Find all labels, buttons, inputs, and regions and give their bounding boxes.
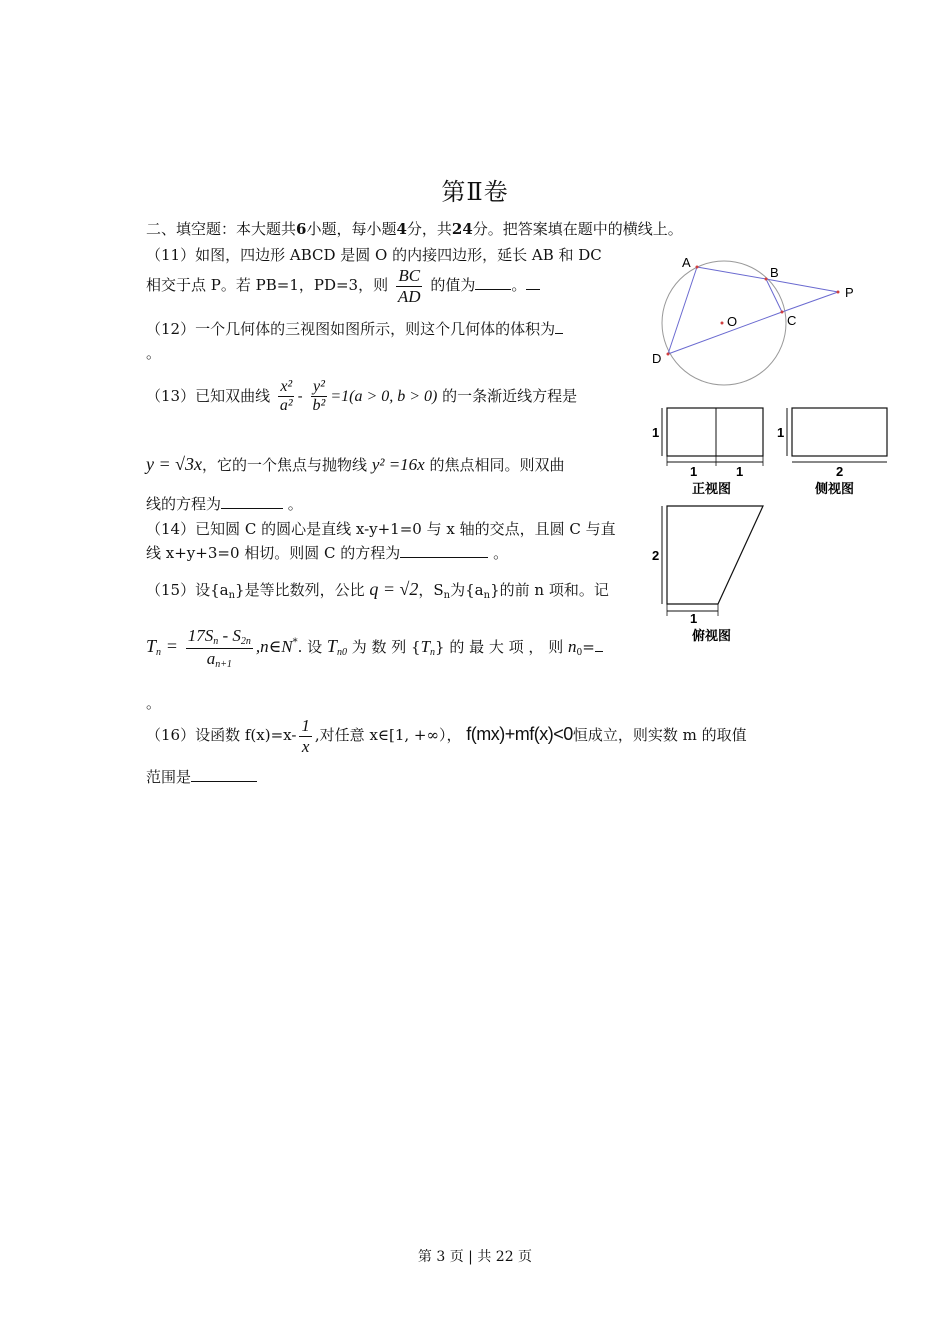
point-A xyxy=(696,266,699,269)
fraction-denominator: x xyxy=(301,736,310,756)
q11-line1: （11）如图，四边形 ABCD 是圆 O 的内接四边形，延长 AB 和 DC xyxy=(146,246,602,264)
q15-text: }是等比数列，公比 xyxy=(235,581,365,599)
q16-fraction xyxy=(299,716,312,756)
subscript: n0 xyxy=(336,647,347,658)
q11-answer-blank[interactable] xyxy=(475,289,511,290)
fraction-numerator: x² xyxy=(278,378,294,397)
q11-text: 相交于点 P。若 PB=1，PD=3，则 xyxy=(146,276,389,295)
q12-text: （12）一个几何体的三视图如图所示，则这个几何体的体积为 xyxy=(146,320,556,338)
q15-answer-blank[interactable] xyxy=(595,651,603,652)
common-ratio: q = √2 xyxy=(369,579,419,599)
q15-text: ，S xyxy=(418,581,444,599)
T-symbol: T xyxy=(146,636,157,656)
q14-answer-blank[interactable] xyxy=(400,557,488,558)
equals-sign: = xyxy=(582,638,595,656)
domain-condition: ,n∈N xyxy=(255,637,293,656)
q13-text: 线的方程为 xyxy=(146,495,222,513)
fraction-denominator xyxy=(205,649,234,671)
q13-fraction-x xyxy=(278,378,295,416)
point-C xyxy=(781,311,784,314)
dim-top-bottom: 1 xyxy=(690,611,698,626)
q13-text: 的一条渐近线方程是 xyxy=(442,386,578,405)
q13-line1 xyxy=(146,378,577,416)
fraction-numerator: y² xyxy=(311,378,327,397)
q13-condition: =1(a > 0, b > 0) xyxy=(330,387,438,405)
q13-text: （13）已知双曲线 xyxy=(146,386,271,405)
fraction-denominator: b² xyxy=(312,397,326,415)
subscript: n+1 xyxy=(215,658,232,670)
q12-line2: 。 xyxy=(146,344,162,362)
subscript: n xyxy=(483,590,491,601)
q16-inequality: f(mx)+mf(x)<0 xyxy=(466,724,573,745)
label-A: A xyxy=(682,255,691,270)
subscript: n xyxy=(443,590,451,601)
label-C: C xyxy=(787,313,797,328)
three-view-figure xyxy=(650,400,895,650)
q13-text: ，它的一个焦点与抛物线 xyxy=(202,456,368,474)
front-view-label: 正视图 xyxy=(692,481,732,496)
q15-fraction xyxy=(186,626,253,670)
section-header-text: 分。把答案填在题中的横线上。 xyxy=(472,220,683,238)
point-P xyxy=(837,291,840,294)
top-view-trapezoid xyxy=(667,506,763,604)
q14-line2 xyxy=(146,542,508,563)
line-CP xyxy=(782,292,838,312)
dim-front-left: 1 xyxy=(690,464,698,479)
q12-answer-blank[interactable] xyxy=(555,333,563,334)
q15-text: } 的 最 大 项 ， 则 xyxy=(435,638,564,656)
fraction-numerator: 1 xyxy=(301,716,310,735)
q16-answer-blank[interactable] xyxy=(191,781,257,782)
q16-text: （16）设函数 f(x)=x- xyxy=(146,726,297,745)
top-view xyxy=(652,506,763,643)
T-symbol: T xyxy=(420,637,431,656)
q11-line2 xyxy=(146,266,540,306)
asymptote-equation: y = √3x xyxy=(146,454,203,474)
fraction-numerator: BC xyxy=(398,266,421,285)
section-header-text: 分，共 xyxy=(406,220,452,238)
q14-text: 。 xyxy=(493,544,509,562)
dim-front-height: 1 xyxy=(652,425,660,440)
parabola-equation: y² =16x xyxy=(371,455,425,474)
front-view-rect xyxy=(667,408,763,456)
label-B: B xyxy=(770,265,779,280)
q15-text: （15）设{a xyxy=(146,581,229,599)
subscript: n xyxy=(156,647,162,658)
blank-tail xyxy=(526,289,540,290)
section-header-text: 小题，每小题 xyxy=(306,220,397,238)
q11-text: 的值为 xyxy=(430,276,476,295)
minus-sign: - xyxy=(297,386,303,405)
question-count: 6 xyxy=(296,220,307,238)
q12-line1 xyxy=(146,318,563,339)
dim-side-height: 1 xyxy=(777,425,785,440)
q15-text: 为{a xyxy=(450,581,484,599)
label-P: P xyxy=(845,285,854,300)
q15-text: }的前 n 项和。记 xyxy=(490,581,609,599)
q13-text: 。 xyxy=(287,495,303,513)
numerator-part: 17S xyxy=(187,626,214,645)
subscript: n xyxy=(430,647,436,658)
fraction-denominator: AD xyxy=(397,286,421,306)
side-view-rect xyxy=(792,408,887,456)
page-footer: 第 3 页 | 共 22 页 xyxy=(417,1249,533,1265)
dim-front-right: 1 xyxy=(736,464,744,479)
q15-text: 为 数 列 { xyxy=(351,638,421,656)
numerator-part: - S xyxy=(218,626,241,645)
label-O: O xyxy=(727,314,738,329)
T-symbol: T xyxy=(326,636,337,656)
line-DC xyxy=(668,312,782,354)
top-view-label: 俯视图 xyxy=(692,628,732,643)
q13-fraction-y xyxy=(311,378,328,416)
q16-text: ,对任意 x∈[1, +∞）， xyxy=(314,726,462,745)
page-title: 第Ⅱ卷 xyxy=(441,178,509,206)
denominator-part: a xyxy=(206,648,216,668)
q15-line1 xyxy=(146,579,609,601)
fraction-denominator: a² xyxy=(279,397,293,415)
circle-figure xyxy=(640,248,870,393)
subscript: n xyxy=(228,590,236,601)
n0-symbol: n xyxy=(567,637,577,656)
section-header-text: 二、填空题：本大题共 xyxy=(146,220,297,238)
superscript: * xyxy=(292,637,298,648)
label-D: D xyxy=(652,351,662,366)
line-AD xyxy=(668,267,697,354)
section-header xyxy=(146,218,683,239)
q13-text: 的焦点相同。则双曲 xyxy=(429,456,565,474)
q16-text: 范围是 xyxy=(146,768,192,786)
q15-line3: 。 xyxy=(146,694,162,712)
subscript: n xyxy=(213,636,219,647)
dim-side-width: 2 xyxy=(836,464,844,479)
q15-line2: $T_n$ = $\frac{17S_n - S_{2n}}{a_{n+1}}$ ,n∈N*. 设 $T_{n0}$ 为 数 列 $\{T_n\}$ 的 最 大 项 ， 则 $n_0=$ xyxy=(146,626,603,670)
q11-fraction xyxy=(396,266,423,306)
subscript: 2n xyxy=(240,636,251,647)
front-view xyxy=(652,408,763,496)
q13-line3 xyxy=(146,493,303,514)
q13-line2 xyxy=(146,454,565,475)
q16-line2 xyxy=(146,766,257,787)
q11-text: 。 xyxy=(511,276,527,295)
point-O xyxy=(721,322,724,325)
q14-text: 线 x+y+3=0 相切。则圆 C 的方程为 xyxy=(146,544,401,562)
dim-top-height: 2 xyxy=(652,548,660,563)
q16-text: 恒成立，则实数 m 的取值 xyxy=(572,726,747,745)
q16-line1 xyxy=(146,716,747,756)
points-per-question: 4 xyxy=(396,220,407,238)
line-AB xyxy=(697,267,766,279)
side-view xyxy=(777,408,887,496)
side-view-label: 侧视图 xyxy=(815,481,855,496)
q13-answer-blank[interactable] xyxy=(221,508,283,509)
q15-text: . 设 xyxy=(297,638,323,656)
point-B xyxy=(765,278,768,281)
q14-line1: （14）已知圆 C 的圆心是直线 x-y+1=0 与 x 轴的交点，且圆 C 与直 xyxy=(146,520,616,538)
total-points: 24 xyxy=(451,220,473,238)
point-D xyxy=(667,353,670,356)
fraction-numerator xyxy=(186,626,253,649)
